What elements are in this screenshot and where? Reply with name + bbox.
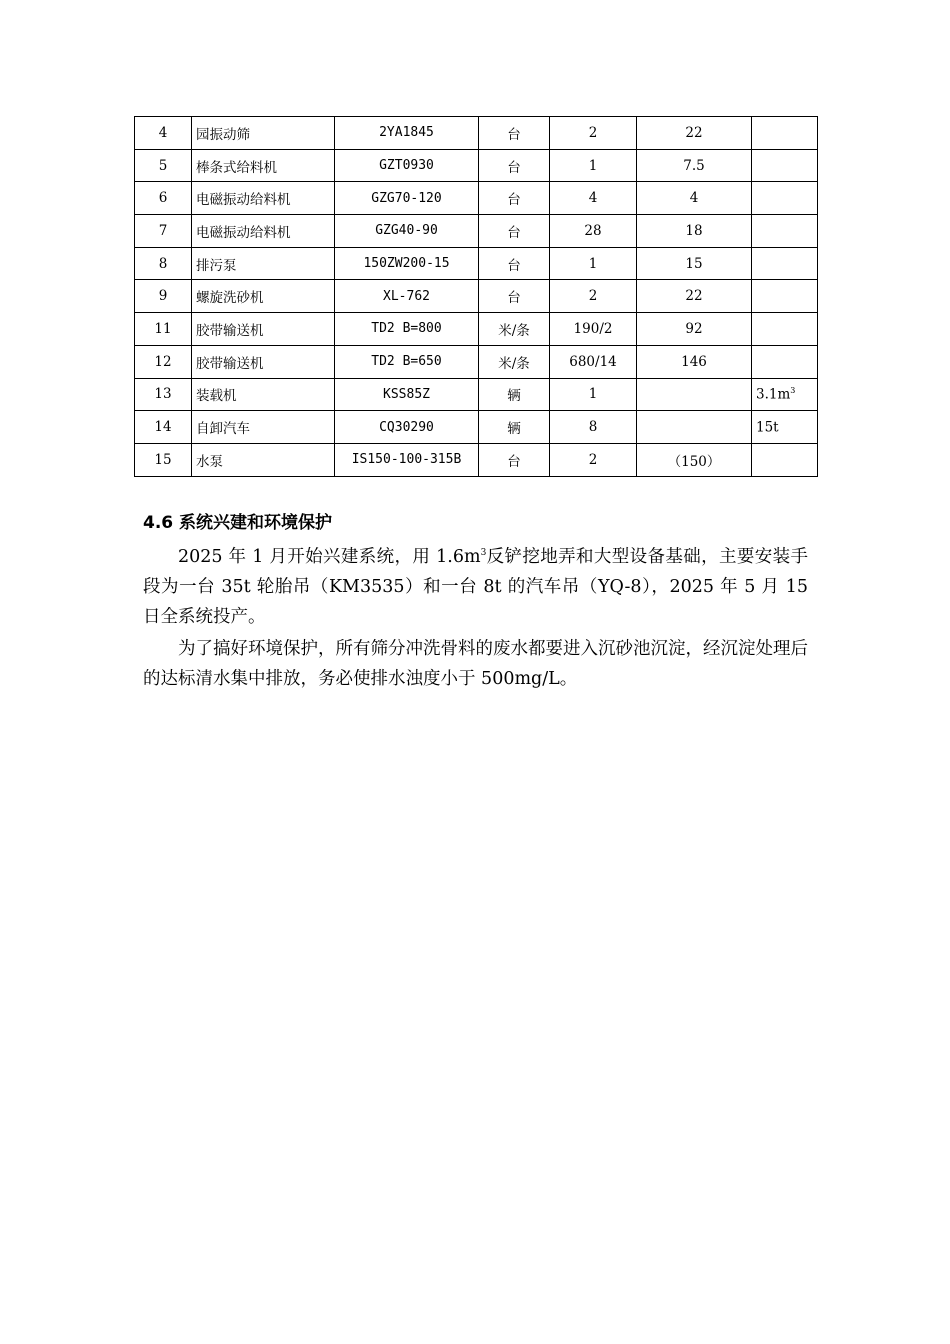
cell-equipment-name-text: 装载机 <box>196 388 237 405</box>
cell-power <box>637 378 752 411</box>
table-row <box>135 378 818 411</box>
cell-model-text: 150ZW200-15 <box>363 256 450 272</box>
cell-equipment-name-text: 螺旋洗砂机 <box>196 290 264 307</box>
cell-unit-text: 台 <box>507 192 521 209</box>
table-row <box>135 247 818 280</box>
paragraph-construction <box>143 538 808 632</box>
cell-quantity <box>550 411 637 444</box>
cell-power-text: 4 <box>689 190 699 207</box>
cell-remark <box>752 182 818 215</box>
cell-remark <box>752 345 818 378</box>
cell-number-text: 12 <box>154 353 172 370</box>
cell-unit <box>479 117 550 150</box>
section-4-6 <box>143 508 808 694</box>
table-row <box>135 313 818 346</box>
table-row <box>135 411 818 444</box>
cell-equipment-name <box>192 149 335 182</box>
cell-model <box>335 313 479 346</box>
paragraph-construction-part1: 2025 年 1 月开始兴建系统，用 1.6m <box>178 546 481 567</box>
cell-quantity-text: 2 <box>588 451 598 468</box>
cell-equipment-name <box>192 313 335 346</box>
cell-number <box>135 247 192 280</box>
cell-model-text: IS150-100-315B <box>351 452 462 468</box>
cell-equipment-name <box>192 443 335 476</box>
cell-number-text: 13 <box>154 386 172 403</box>
cell-equipment-name <box>192 247 335 280</box>
cell-power <box>637 247 752 280</box>
cell-quantity <box>550 247 637 280</box>
cell-power <box>637 182 752 215</box>
cell-power <box>637 117 752 150</box>
cell-quantity-text: 1 <box>588 157 598 174</box>
cell-quantity <box>550 378 637 411</box>
cell-quantity <box>550 443 637 476</box>
table-row <box>135 443 818 476</box>
cell-model-text: KSS85Z <box>383 386 430 402</box>
cell-unit <box>479 182 550 215</box>
cell-quantity <box>550 313 637 346</box>
cell-equipment-name <box>192 280 335 313</box>
cell-model <box>335 411 479 444</box>
cell-unit <box>479 411 550 444</box>
cell-quantity-text: 1 <box>588 255 598 272</box>
cell-power <box>637 215 752 248</box>
cell-equipment-name-text: 园振动筛 <box>196 126 250 143</box>
cell-power-text: 146 <box>681 353 707 370</box>
cell-unit-text: 米/条 <box>498 322 530 339</box>
cell-unit-text: 米/条 <box>498 355 530 372</box>
cell-equipment-name <box>192 411 335 444</box>
cell-number-text: 15 <box>154 451 172 468</box>
cell-remark-text: 15t <box>756 419 779 436</box>
cell-unit <box>479 280 550 313</box>
cell-equipment-name-text: 自卸汽车 <box>196 421 250 438</box>
cell-quantity <box>550 280 637 313</box>
cell-quantity <box>550 215 637 248</box>
cell-quantity <box>550 149 637 182</box>
cell-number <box>135 117 192 150</box>
cell-model <box>335 182 479 215</box>
paragraph-environment: 为了搞好环境保护，所有筛分冲洗骨料的废水都要进入沉砂池沉淀，经沉淀处理后的达标清水集中排放，务必使排水浊度小于 500mg/L。 <box>143 638 808 689</box>
cell-power-text: （150） <box>667 453 721 470</box>
cell-unit-text: 台 <box>507 224 521 241</box>
cell-power <box>637 411 752 444</box>
cell-number-text: 11 <box>154 320 172 337</box>
table-row <box>135 345 818 378</box>
remark-superscript: 3 <box>790 386 796 396</box>
cell-unit-text: 台 <box>507 257 521 274</box>
cell-model <box>335 117 479 150</box>
cell-equipment-name-text: 水泵 <box>196 453 223 470</box>
cell-power-text: 18 <box>685 222 703 239</box>
superscript-cubic: 3 <box>480 548 487 558</box>
cell-remark <box>752 280 818 313</box>
table-row <box>135 149 818 182</box>
table-row <box>135 182 818 215</box>
cell-power-text: 15 <box>685 255 703 272</box>
cell-quantity-text: 4 <box>588 190 598 207</box>
cell-unit-text: 辆 <box>507 421 521 438</box>
cell-unit <box>479 443 550 476</box>
cell-equipment-name-text: 胶带输送机 <box>196 322 264 339</box>
cell-power-text: 92 <box>685 320 703 337</box>
cell-model-text: 2YA1845 <box>379 125 434 141</box>
cell-model <box>335 215 479 248</box>
equipment-table-body <box>135 117 818 477</box>
cell-unit <box>479 215 550 248</box>
cell-equipment-name-text: 棒条式给料机 <box>196 159 277 176</box>
cell-power <box>637 313 752 346</box>
cell-equipment-name <box>192 117 335 150</box>
cell-remark <box>752 215 818 248</box>
cell-remark <box>752 443 818 476</box>
cell-unit-text: 台 <box>507 126 521 143</box>
table-row <box>135 280 818 313</box>
cell-quantity <box>550 182 637 215</box>
cell-number-text: 6 <box>158 190 168 207</box>
cell-quantity-text: 2 <box>588 288 598 305</box>
cell-number <box>135 280 192 313</box>
cell-model-text: GZG40-90 <box>375 223 438 239</box>
cell-number <box>135 149 192 182</box>
cell-number <box>135 378 192 411</box>
cell-number-text: 5 <box>158 157 168 174</box>
cell-equipment-name <box>192 378 335 411</box>
cell-number-text: 7 <box>158 222 168 239</box>
cell-quantity-text: 2 <box>588 124 598 141</box>
cell-power <box>637 345 752 378</box>
cell-model <box>335 378 479 411</box>
cell-unit <box>479 378 550 411</box>
cell-power <box>637 280 752 313</box>
cell-unit <box>479 345 550 378</box>
cell-equipment-name <box>192 182 335 215</box>
cell-model-text: XL-762 <box>383 288 430 304</box>
cell-number <box>135 345 192 378</box>
cell-unit <box>479 247 550 280</box>
cell-unit <box>479 149 550 182</box>
cell-remark <box>752 117 818 150</box>
cell-remark <box>752 313 818 346</box>
cell-model-text: GZG70-120 <box>371 190 442 206</box>
cell-number-text: 9 <box>158 288 168 305</box>
cell-unit-text: 辆 <box>507 388 521 405</box>
cell-equipment-name <box>192 215 335 248</box>
cell-number <box>135 313 192 346</box>
cell-remark <box>752 411 818 444</box>
cell-number <box>135 411 192 444</box>
cell-model-text: TD2 B=800 <box>371 321 442 337</box>
cell-number <box>135 215 192 248</box>
cell-power-text: 22 <box>685 124 703 141</box>
cell-unit-text: 台 <box>507 290 521 307</box>
section-heading: 4.6 系统兴建和环境保护 <box>143 513 333 533</box>
cell-equipment-name-text: 电磁振动给料机 <box>196 192 291 209</box>
cell-model-text: CQ30290 <box>379 419 434 435</box>
cell-model-text: GZT0930 <box>379 158 434 174</box>
cell-equipment-name-text: 胶带输送机 <box>196 355 264 372</box>
cell-model <box>335 280 479 313</box>
cell-model <box>335 149 479 182</box>
equipment-table <box>134 116 818 477</box>
table-row <box>135 117 818 150</box>
cell-number <box>135 443 192 476</box>
cell-number-text: 4 <box>158 124 168 141</box>
cell-unit-text: 台 <box>507 159 521 176</box>
cell-remark-text: 3.1m <box>756 386 791 403</box>
cell-power-text: 7.5 <box>683 157 705 174</box>
cell-model-text: TD2 B=650 <box>371 354 442 370</box>
cell-quantity <box>550 117 637 150</box>
cell-equipment-name <box>192 345 335 378</box>
cell-model <box>335 443 479 476</box>
cell-number <box>135 182 192 215</box>
cell-quantity-text: 680/14 <box>569 353 617 370</box>
cell-remark <box>752 149 818 182</box>
cell-number-text: 14 <box>154 419 172 436</box>
cell-power <box>637 149 752 182</box>
cell-equipment-name-text: 排污泵 <box>196 257 237 274</box>
cell-model <box>335 345 479 378</box>
paragraph-construction-part2: 反铲挖地弄和大型设备基础，主要安装手段为一台 35t 轮胎吊（KM3535）和一台 8t 的汽车吊（YQ-8），2025 年 5 月 15 日全系统投产。 <box>143 546 808 627</box>
cell-power-text: 22 <box>685 288 703 305</box>
cell-quantity-text: 8 <box>588 419 598 436</box>
cell-quantity-text: 28 <box>584 222 602 239</box>
cell-equipment-name-text: 电磁振动给料机 <box>196 224 291 241</box>
table-row <box>135 215 818 248</box>
cell-unit-text: 台 <box>507 453 521 470</box>
cell-unit <box>479 313 550 346</box>
cell-quantity <box>550 345 637 378</box>
cell-number-text: 8 <box>158 255 168 272</box>
cell-power <box>637 443 752 476</box>
cell-remark <box>752 378 818 411</box>
cell-remark <box>752 247 818 280</box>
cell-quantity-text: 190/2 <box>573 320 613 337</box>
cell-quantity-text: 1 <box>588 386 598 403</box>
cell-model <box>335 247 479 280</box>
